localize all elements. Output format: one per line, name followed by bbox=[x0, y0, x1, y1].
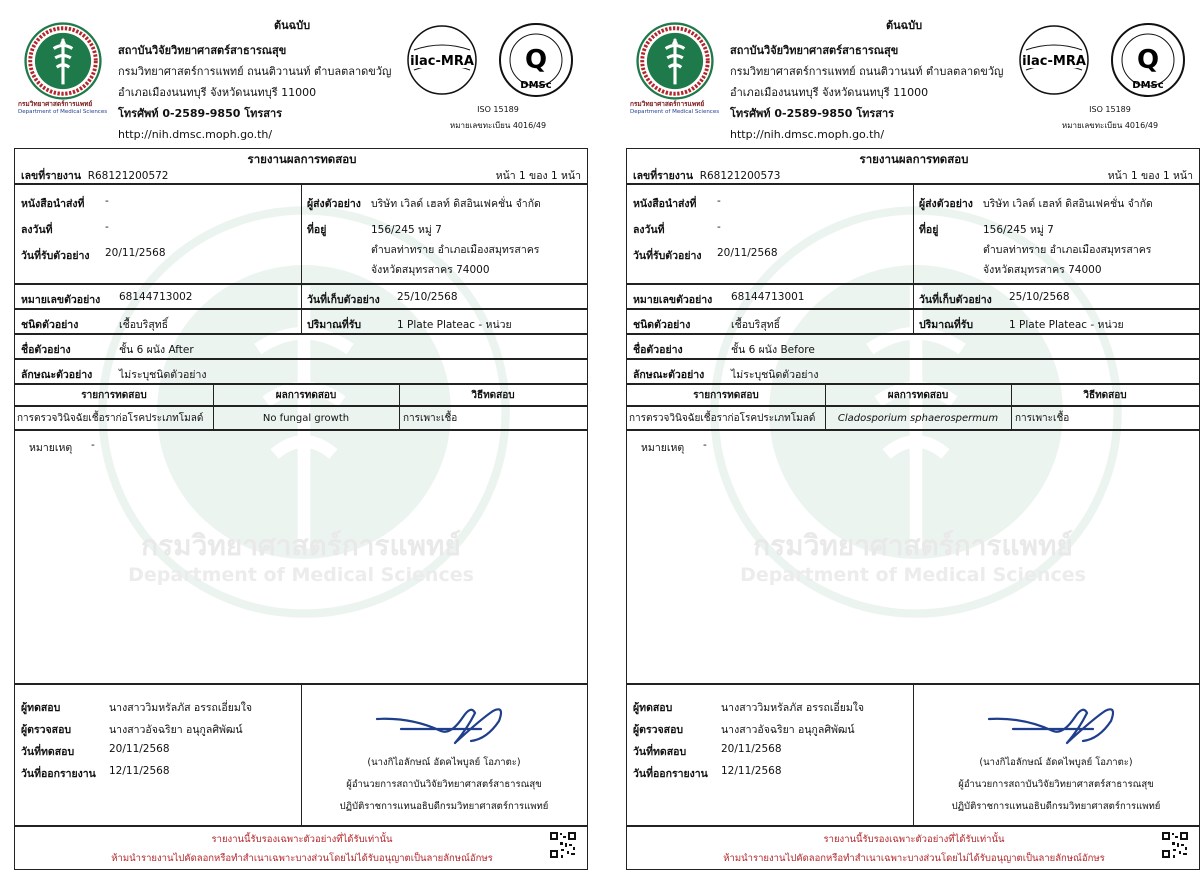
collect-date-value: 25/10/2568 bbox=[1009, 291, 1070, 303]
test-item-cell: การตรวจวินิจฉัยเชื้อราก่อโรคประเภทโมลด์ bbox=[629, 412, 816, 424]
signature-icon bbox=[371, 699, 521, 749]
column-header-result: ผลการทดสอบ bbox=[275, 389, 337, 401]
district-address-line: อำเภอเมืองนนทบุรี จังหวัดนนทบุรี 11000 bbox=[730, 86, 929, 99]
test-result-cell: No fungal growth bbox=[262, 412, 350, 424]
svg-text:DMSc: DMSc bbox=[520, 80, 552, 91]
address-label: ที่อยู่ bbox=[919, 224, 939, 236]
issue-date-value: 12/11/2568 bbox=[109, 765, 170, 777]
checker-name: นางสาวอัจฉริยา อนุกูลศิพัฒน์ bbox=[109, 724, 243, 736]
sample-row-1 bbox=[14, 284, 588, 309]
column-header-result: ผลการทดสอบ bbox=[887, 389, 949, 401]
address-line-2: ตำบลท่าทราย อำเภอเมืองสมุทรสาคร bbox=[983, 244, 1152, 256]
phone-fax-line: โทรศัพท์ 0-2589-9850 โทรสาร bbox=[118, 107, 283, 120]
quantity-value: 1 Plate Plateac - หน่วย bbox=[1009, 319, 1124, 331]
institute-name: สถาบันวิจัยวิทยาศาสตร์สาธารณสุข bbox=[118, 44, 287, 57]
footer-disclaimer-2: ห้ามนำรายงานไปคัดลอกหรือทำสำเนาเฉพาะบางส่วนโดยไม่ได้รับอนุญาตเป็นลายลักษณ์อักษร bbox=[111, 853, 493, 864]
institute-name: สถาบันวิจัยวิทยาศาสตร์สาธารณสุข bbox=[730, 44, 899, 57]
report-title-bar bbox=[14, 148, 588, 184]
svg-text:DMSc: DMSc bbox=[1132, 80, 1164, 91]
quantity-value: 1 Plate Plateac - หน่วย bbox=[397, 319, 512, 331]
dated-value: - bbox=[105, 221, 109, 233]
report-number-label: เลขที่รายงาน bbox=[633, 170, 694, 182]
logo-caption-english: Department of Medical Sciences bbox=[18, 109, 108, 115]
report-title: รายงานผลการทดสอบ bbox=[859, 152, 969, 166]
test-method-cell: การเพาะเชื้อ bbox=[1015, 412, 1070, 424]
sample-row-2 bbox=[14, 309, 588, 334]
district-address-line: อำเภอเมืองนนทบุรี จังหวัดนนทบุรี 11000 bbox=[118, 86, 317, 99]
letter-no-value: - bbox=[105, 195, 109, 207]
sender-value: บริษัท เวิลด์ เฮลท์ ดิสอินเฟคชั่น จำกัด bbox=[371, 198, 541, 210]
report-number bbox=[633, 167, 780, 184]
column-header-test: รายการทดสอบ bbox=[81, 389, 147, 401]
dmsc-quality-assurance-icon bbox=[500, 24, 572, 96]
website-url: http://nih.dmsc.moph.go.th/ bbox=[118, 128, 273, 141]
report-number-value: R68121200573 bbox=[699, 170, 781, 182]
address-line-1: 156/245 หมู่ 7 bbox=[371, 224, 442, 236]
address-label: ที่อยู่ bbox=[307, 224, 327, 236]
sample-name-value: ชั้น 6 ผนัง After bbox=[119, 344, 194, 356]
qr-code-icon[interactable] bbox=[549, 831, 577, 859]
svg-text:Q: Q bbox=[1136, 45, 1160, 75]
iso-standard: ISO 15189 bbox=[1089, 105, 1131, 114]
tester-label: ผู้ทดสอบ bbox=[633, 702, 673, 714]
registration-number: หมายเลขทะเบียน 4016/49 bbox=[449, 121, 547, 130]
results-table-header bbox=[14, 384, 588, 406]
received-date-value: 20/11/2568 bbox=[105, 247, 166, 259]
svg-text:Q: Q bbox=[524, 45, 548, 75]
signer-title-1: ผู้อำนวยการสถาบันวิจัยวิทยาศาสตร์สาธารณสุข bbox=[958, 779, 1154, 790]
letter-no-label: หนังสือนำส่งที่ bbox=[21, 198, 85, 210]
footer-disclaimer-1: รายงานนี้รับรองเฉพาะตัวอย่างที่ได้รับเท่านั้น bbox=[211, 834, 393, 845]
document-header bbox=[626, 12, 1200, 152]
signer-name: (นางกิไอลักษณ์ อัดคไพบูลย์ โอภาตะ) bbox=[979, 757, 1133, 768]
signature-section bbox=[14, 684, 588, 826]
test-date-value: 20/11/2568 bbox=[109, 743, 170, 755]
page-indicator: หน้า 1 ของ 1 หน้า bbox=[1107, 170, 1193, 182]
sample-row-1 bbox=[626, 284, 1200, 309]
column-header-method: วิธีทดสอบ bbox=[471, 389, 515, 401]
watermark-english-text: Department of Medical Sciences bbox=[128, 564, 474, 586]
sample-name-label: ชื่อตัวอย่าง bbox=[633, 344, 683, 356]
sample-characteristics-label: ลักษณะตัวอย่าง bbox=[21, 369, 93, 381]
results-table-row bbox=[626, 406, 1200, 430]
ilac-mra-icon bbox=[408, 26, 476, 94]
sample-type-label: ชนิดตัวอย่าง bbox=[633, 319, 691, 331]
sample-characteristics-value: ไม่ระบุชนิดตัวอย่าง bbox=[731, 369, 819, 381]
watermark-english-text: Department of Medical Sciences bbox=[740, 564, 1086, 586]
sample-name-value: ชั้น 6 ผนัง Before bbox=[731, 344, 815, 356]
letter-no-label: หนังสือนำส่งที่ bbox=[633, 198, 697, 210]
sample-no-value: 68144713002 bbox=[119, 291, 193, 303]
remark-value: - bbox=[91, 439, 95, 451]
results-table-row bbox=[14, 406, 588, 430]
sender-label: ผู้ส่งตัวอย่าง bbox=[307, 198, 361, 210]
signer-title-1: ผู้อำนวยการสถาบันวิจัยวิทยาศาสตร์สาธารณสุข bbox=[346, 779, 542, 790]
sender-value: บริษัท เวิลด์ เฮลท์ ดิสอินเฟคชั่น จำกัด bbox=[983, 198, 1153, 210]
report-number bbox=[21, 167, 168, 184]
sample-row-3 bbox=[14, 334, 588, 359]
document-footer bbox=[626, 826, 1200, 870]
watermark-thai-text: กรมวิทยาศาสตร์การแพทย์ bbox=[141, 529, 461, 562]
remark-value: - bbox=[703, 439, 707, 451]
sample-no-value: 68144713001 bbox=[731, 291, 805, 303]
address-line-1: 156/245 หมู่ 7 bbox=[983, 224, 1054, 236]
dmsc-logo-icon bbox=[636, 22, 714, 100]
submission-info bbox=[626, 184, 1200, 284]
page-indicator: หน้า 1 ของ 1 หน้า bbox=[495, 170, 581, 182]
signer-name: (นางกิไอลักษณ์ อัดคไพบูลย์ โอภาตะ) bbox=[367, 757, 521, 768]
sample-no-label: หมายเลขตัวอย่าง bbox=[633, 294, 713, 306]
sample-type-label: ชนิดตัวอย่าง bbox=[21, 319, 79, 331]
checker-label: ผู้ตรวจสอบ bbox=[21, 724, 72, 736]
accreditation-info bbox=[1028, 102, 1192, 134]
original-copy-label: ต้นฉบับ bbox=[274, 19, 311, 32]
document-header bbox=[14, 12, 588, 152]
report-title: รายงานผลการทดสอบ bbox=[247, 152, 357, 166]
logo-caption-thai: กรมวิทยาศาสตร์การแพทย์ bbox=[630, 100, 705, 108]
test-date-value: 20/11/2568 bbox=[721, 743, 782, 755]
sample-no-label: หมายเลขตัวอย่าง bbox=[21, 294, 101, 306]
remarks-section bbox=[626, 430, 1200, 684]
iso-standard: ISO 15189 bbox=[477, 105, 519, 114]
remark-label: หมายเหตุ bbox=[641, 442, 685, 454]
sample-row-3 bbox=[626, 334, 1200, 359]
footer-disclaimer-2: ห้ามนำรายงานไปคัดลอกหรือทำสำเนาเฉพาะบางส่วนโดยไม่ได้รับอนุญาตเป็นลายลักษณ์อักษร bbox=[723, 853, 1105, 864]
phone-fax-line: โทรศัพท์ 0-2589-9850 โทรสาร bbox=[730, 107, 895, 120]
quantity-label: ปริมาณที่รับ bbox=[307, 319, 362, 331]
column-header-method: วิธีทดสอบ bbox=[1083, 389, 1127, 401]
sample-characteristics-value: ไม่ระบุชนิดตัวอย่าง bbox=[119, 369, 207, 381]
dated-value: - bbox=[717, 221, 721, 233]
qr-code-icon[interactable] bbox=[1161, 831, 1189, 859]
checker-label: ผู้ตรวจสอบ bbox=[633, 724, 684, 736]
sample-type-value: เชื้อบริสุทธิ์ bbox=[119, 319, 169, 331]
sample-characteristics-label: ลักษณะตัวอย่าง bbox=[633, 369, 705, 381]
svg-text:ilac-MRA: ilac-MRA bbox=[410, 54, 474, 69]
collect-date-label: วันที่เก็บตัวอย่าง bbox=[307, 294, 380, 306]
report-number-value: R68121200572 bbox=[87, 170, 169, 182]
results-table-header bbox=[626, 384, 1200, 406]
signature-section bbox=[626, 684, 1200, 826]
report-title-bar bbox=[626, 148, 1200, 184]
received-date-label: วันที่รับตัวอย่าง bbox=[21, 250, 90, 262]
test-item-cell: การตรวจวินิจฉัยเชื้อราก่อโรคประเภทโมลด์ bbox=[17, 412, 204, 424]
organization-address bbox=[730, 40, 1003, 145]
sample-row-4 bbox=[626, 359, 1200, 384]
signer-title-2: ปฏิบัติราชการแทนอธิบดีกรมวิทยาศาสตร์การแพทย์ bbox=[339, 801, 549, 812]
submission-info bbox=[14, 184, 588, 284]
dated-label: ลงวันที่ bbox=[21, 224, 53, 236]
issue-date-label: วันที่ออกรายงาน bbox=[21, 768, 96, 780]
organization-address bbox=[118, 40, 391, 145]
sample-type-value: เชื้อบริสุทธิ์ bbox=[731, 319, 781, 331]
tester-label: ผู้ทดสอบ bbox=[21, 702, 61, 714]
letter-no-value: - bbox=[717, 195, 721, 207]
dmsc-quality-assurance-icon bbox=[1112, 24, 1184, 96]
remarks-section bbox=[14, 430, 588, 684]
test-method-cell: การเพาะเชื้อ bbox=[403, 412, 458, 424]
address-line-3: จังหวัดสมุทรสาคร 74000 bbox=[983, 264, 1102, 276]
accreditation-info bbox=[416, 102, 580, 134]
column-header-test: รายการทดสอบ bbox=[693, 389, 759, 401]
tester-name: นางสาววิมหรัลภัส อรรถเอี่ยมใจ bbox=[721, 702, 865, 714]
sample-row-2 bbox=[626, 309, 1200, 334]
svg-text:ilac-MRA: ilac-MRA bbox=[1022, 54, 1086, 69]
ilac-mra-icon bbox=[1020, 26, 1088, 94]
signature-icon bbox=[983, 699, 1133, 749]
logo-caption-thai: กรมวิทยาศาสตร์การแพทย์ bbox=[18, 100, 93, 108]
address-line-2: ตำบลท่าทราย อำเภอเมืองสมุทรสาคร bbox=[371, 244, 540, 256]
checker-name: นางสาวอัจฉริยา อนุกูลศิพัฒน์ bbox=[721, 724, 855, 736]
document-footer bbox=[14, 826, 588, 870]
logo-caption bbox=[630, 100, 720, 116]
address-line-3: จังหวัดสมุทรสาคร 74000 bbox=[371, 264, 490, 276]
dated-label: ลงวันที่ bbox=[633, 224, 665, 236]
sample-row-4 bbox=[14, 359, 588, 384]
collect-date-label: วันที่เก็บตัวอย่าง bbox=[919, 294, 992, 306]
original-copy-label: ต้นฉบับ bbox=[886, 19, 923, 32]
sender-label: ผู้ส่งตัวอย่าง bbox=[919, 198, 973, 210]
quantity-label: ปริมาณที่รับ bbox=[919, 319, 974, 331]
department-address-line: กรมวิทยาศาสตร์การแพทย์ ถนนติวานนท์ ตำบลตลาดขวัญ bbox=[118, 65, 392, 78]
received-date-label: วันที่รับตัวอย่าง bbox=[633, 250, 702, 262]
logo-caption-english: Department of Medical Sciences bbox=[630, 109, 720, 115]
dmsc-logo-icon bbox=[24, 22, 102, 100]
issue-date-label: วันที่ออกรายงาน bbox=[633, 768, 708, 780]
department-address-line: กรมวิทยาศาสตร์การแพทย์ ถนนติวานนท์ ตำบลตลาดขวัญ bbox=[730, 65, 1004, 78]
logo-caption bbox=[18, 100, 108, 116]
issue-date-value: 12/11/2568 bbox=[721, 765, 782, 777]
received-date-value: 20/11/2568 bbox=[717, 247, 778, 259]
signer-title-2: ปฏิบัติราชการแทนอธิบดีกรมวิทยาศาสตร์การแพทย์ bbox=[951, 801, 1161, 812]
collect-date-value: 25/10/2568 bbox=[397, 291, 458, 303]
sample-name-label: ชื่อตัวอย่าง bbox=[21, 344, 71, 356]
test-date-label: วันที่ทดสอบ bbox=[633, 746, 687, 758]
website-url: http://nih.dmsc.moph.go.th/ bbox=[730, 128, 885, 141]
test-report-document-1 bbox=[14, 12, 588, 872]
test-date-label: วันที่ทดสอบ bbox=[21, 746, 75, 758]
test-result-cell: Cladosporium sphaerospermum bbox=[837, 412, 999, 424]
remark-label: หมายเหตุ bbox=[29, 442, 73, 454]
registration-number: หมายเลขทะเบียน 4016/49 bbox=[1061, 121, 1159, 130]
footer-disclaimer-1: รายงานนี้รับรองเฉพาะตัวอย่างที่ได้รับเท่านั้น bbox=[823, 834, 1005, 845]
watermark-thai-text: กรมวิทยาศาสตร์การแพทย์ bbox=[753, 529, 1073, 562]
report-number-label: เลขที่รายงาน bbox=[21, 170, 82, 182]
test-report-document-2 bbox=[626, 12, 1200, 872]
tester-name: นางสาววิมหรัลภัส อรรถเอี่ยมใจ bbox=[109, 702, 253, 714]
